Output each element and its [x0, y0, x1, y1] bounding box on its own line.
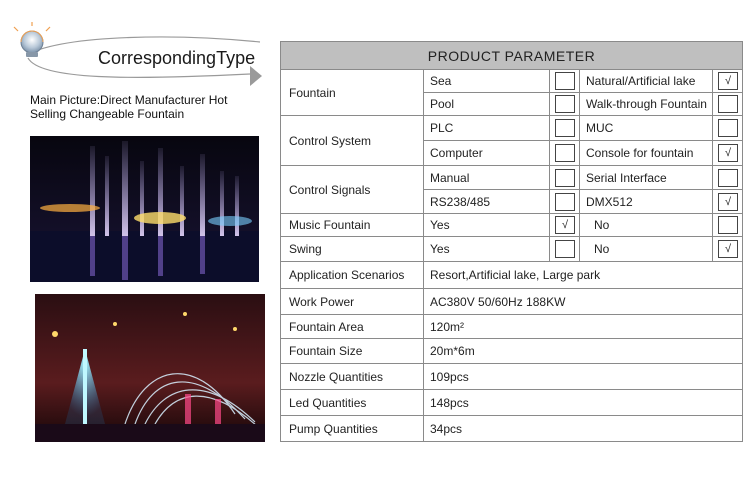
row-label-control-system: Control System [281, 116, 424, 166]
row-label-application-scenarios: Application Scenarios [281, 262, 424, 289]
table-title: PRODUCT PARAMETER [281, 42, 743, 70]
row-label-music-fountain: Music Fountain [281, 214, 424, 237]
checkbox-computer[interactable] [555, 144, 575, 162]
option-walk-through-fountain: Walk-through Fountain [580, 93, 713, 116]
swing-no: No [580, 237, 713, 262]
option-dmx512: DMX512 [580, 190, 713, 214]
row-label-swing: Swing [281, 237, 424, 262]
row-label-nozzle-quantities: Nozzle Quantities [281, 364, 424, 390]
caption-line-2: Selling Changeable Fountain [30, 107, 185, 121]
checkbox-muc[interactable] [718, 119, 738, 137]
section-header [10, 22, 270, 92]
checkbox-swing-no[interactable]: √ [718, 240, 738, 258]
checkbox-sea[interactable] [555, 72, 575, 90]
main-picture-caption [30, 93, 260, 121]
option-rs238-485: RS238/485 [424, 190, 550, 214]
row-value-fountain-size: 20m*6m [424, 339, 743, 364]
row-value-work-power: AC380V 50/60Hz 188KW [424, 289, 743, 315]
checkbox-music-fountain-no[interactable] [718, 216, 738, 234]
row-label-led-quantities: Led Quantities [281, 390, 424, 416]
row-label-control-signals: Control Signals [281, 166, 424, 214]
option-muc: MUC [580, 116, 713, 141]
option-manual: Manual [424, 166, 550, 190]
checkbox-manual[interactable] [555, 169, 575, 187]
checkbox-natural-artificial-lake[interactable]: √ [718, 72, 738, 90]
checkbox-dmx512[interactable]: √ [718, 193, 738, 211]
row-label-pump-quantities: Pump Quantities [281, 416, 424, 442]
option-natural-artificial-lake: Natural/Artificial lake [580, 70, 713, 93]
row-label-fountain-size: Fountain Size [281, 339, 424, 364]
checkbox-walk-through-fountain[interactable] [718, 95, 738, 113]
caption-line-1: Main Picture:Direct Manufacturer Hot [30, 93, 228, 107]
checkbox-swing-yes[interactable] [555, 240, 575, 258]
header-title: CorrespondingType [98, 48, 256, 68]
checkbox-pool[interactable] [555, 95, 575, 113]
swing-yes: Yes [424, 237, 550, 262]
row-value-fountain-area: 120m² [424, 315, 743, 339]
music-fountain-no: No [580, 214, 713, 237]
checkbox-plc[interactable] [555, 119, 575, 137]
row-label-fountain-area: Fountain Area [281, 315, 424, 339]
row-value-application-scenarios: Resort,Artificial lake, Large park [424, 262, 743, 289]
option-plc: PLC [424, 116, 550, 141]
music-fountain-yes: Yes [424, 214, 550, 237]
checkbox-music-fountain-yes[interactable]: √ [555, 216, 575, 234]
option-serial-interface: Serial Interface [580, 166, 713, 190]
bulb-icon [14, 22, 50, 57]
checkbox-rs238-485[interactable] [555, 193, 575, 211]
row-value-led-quantities: 148pcs [424, 390, 743, 416]
fountain-photo-night-lake [30, 136, 259, 282]
fountain-photo-colorful-jets [35, 294, 265, 442]
checkbox-serial-interface[interactable] [718, 169, 738, 187]
row-label-fountain: Fountain [281, 70, 424, 116]
product-parameter-table [280, 41, 743, 442]
option-console-for-fountain: Console for fountain [580, 141, 713, 166]
row-value-pump-quantities: 34pcs [424, 416, 743, 442]
row-value-nozzle-quantities: 109pcs [424, 364, 743, 390]
option-sea: Sea [424, 70, 550, 93]
row-label-work-power: Work Power [281, 289, 424, 315]
checkbox-console-for-fountain[interactable]: √ [718, 144, 738, 162]
option-computer: Computer [424, 141, 550, 166]
option-pool: Pool [424, 93, 550, 116]
